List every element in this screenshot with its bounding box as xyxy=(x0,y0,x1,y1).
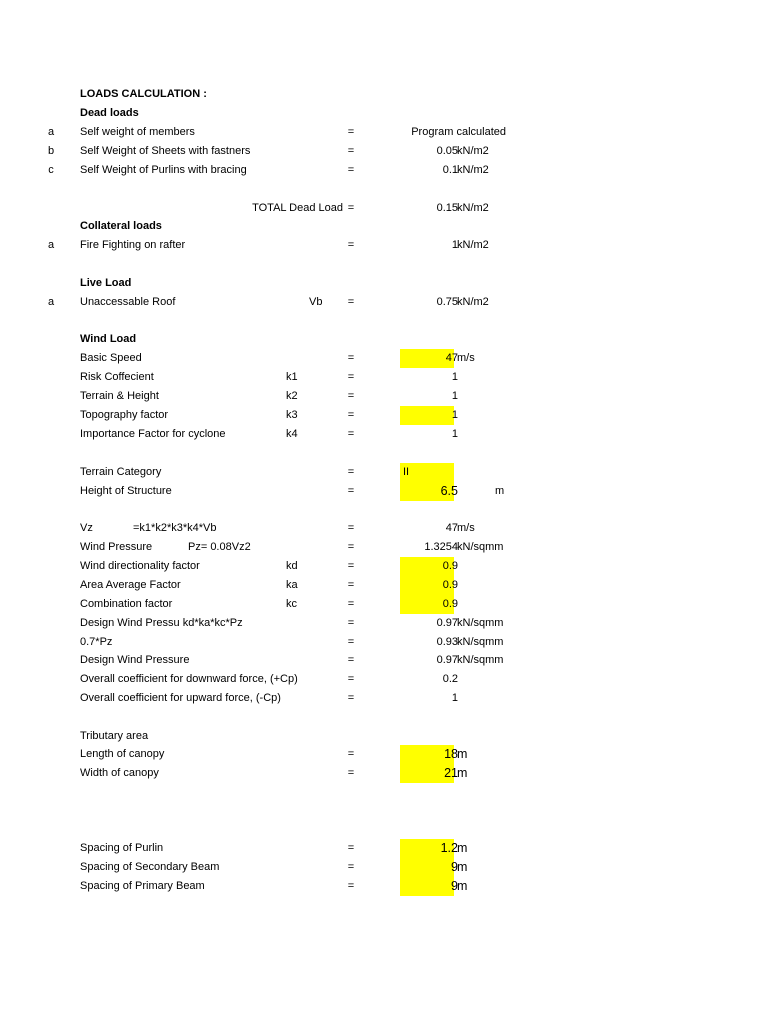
row-formula: =k1*k2*k3*k4*Vb xyxy=(133,522,217,534)
calc-row xyxy=(0,557,768,576)
equals-sign: = xyxy=(347,541,355,553)
tributary-row xyxy=(0,764,768,783)
equals-sign: = xyxy=(347,692,355,704)
equals-sign: = xyxy=(347,409,355,421)
row-label: 0.7*Pz xyxy=(80,636,113,648)
equals-sign: = xyxy=(347,880,355,892)
row-unit: m xyxy=(457,860,468,874)
row-value: 47 xyxy=(445,522,458,534)
equals-sign: = xyxy=(347,145,355,157)
page-title: LOADS CALCULATION : xyxy=(80,88,207,100)
row-label: Spacing of Purlin xyxy=(80,842,164,854)
calc-row xyxy=(0,576,768,595)
row-unit: m xyxy=(457,879,468,893)
row-label: Self Weight of Sheets with fastners xyxy=(80,145,251,157)
row-value: 0.1 xyxy=(442,164,458,176)
row-label: Overall coefficient for downward force, (+Cp) xyxy=(80,673,298,685)
row-symbol: kd xyxy=(286,560,298,572)
equals-sign: = xyxy=(347,522,355,534)
live-load-heading: Live Load xyxy=(80,277,132,289)
row-unit: kN/sqmm xyxy=(457,636,504,648)
row-label: Combination factor xyxy=(80,598,173,610)
dead-load-row xyxy=(0,142,768,161)
dead-load-row xyxy=(0,123,768,142)
row-unit: m xyxy=(457,747,468,761)
row-unit: kN/m2 xyxy=(457,164,489,176)
calc-row xyxy=(0,651,768,670)
row-symbol: ka xyxy=(286,579,298,591)
row-symbol: k2 xyxy=(286,390,298,402)
row-unit: kN/m2 xyxy=(457,296,489,308)
row-value[interactable]: 0.9 xyxy=(442,579,458,591)
equals-sign: = xyxy=(347,428,355,440)
spacing-row xyxy=(0,839,768,858)
wind-load-row xyxy=(0,387,768,406)
row-label: Design Wind Pressu kd*ka*kc*Pz xyxy=(80,617,243,629)
row-label: Area Average Factor xyxy=(80,579,181,591)
row-label: Vz xyxy=(80,522,93,534)
row-value: 1.3254 xyxy=(424,541,458,553)
row-label: Spacing of Secondary Beam xyxy=(80,861,220,873)
row-label: Terrain & Height xyxy=(80,390,159,402)
row-value[interactable]: 9 xyxy=(451,860,458,874)
row-value[interactable]: 6.5 xyxy=(440,484,458,498)
row-value: 1 xyxy=(451,692,458,704)
row-label: Spacing of Primary Beam xyxy=(80,880,205,892)
row-index: a xyxy=(47,126,55,138)
equals-sign: = xyxy=(347,673,355,685)
equals-sign: = xyxy=(347,842,355,854)
row-symbol: k3 xyxy=(286,409,298,421)
row-value: 1 xyxy=(451,371,458,383)
row-value: 0.97 xyxy=(436,654,458,666)
dead-loads-heading-row xyxy=(0,104,768,123)
row-unit: kN/sqmm xyxy=(457,541,504,553)
total-label: TOTAL Dead Load xyxy=(252,202,343,214)
row-value[interactable]: 0.9 xyxy=(442,598,458,610)
row-unit: kN/sqmm xyxy=(457,617,504,629)
row-label: Basic Speed xyxy=(80,352,142,364)
equals-sign: = xyxy=(347,579,355,591)
wind-load-row xyxy=(0,425,768,444)
equals-sign: = xyxy=(347,239,355,251)
row-unit: m xyxy=(457,766,468,780)
row-label: Wind directionality factor xyxy=(80,560,200,572)
tributary-heading: Tributary area xyxy=(80,730,149,742)
row-label: Overall coefficient for upward force, (-Cp) xyxy=(80,692,281,704)
terrain-row xyxy=(0,482,768,501)
row-value: 1 xyxy=(451,390,458,402)
live-load-heading-row xyxy=(0,274,768,293)
row-label: Length of canopy xyxy=(80,748,165,760)
row-value: 0.97 xyxy=(436,617,458,629)
collateral-loads-heading: Collateral loads xyxy=(80,220,162,232)
collateral-load-row xyxy=(0,236,768,255)
row-label: Self weight of members xyxy=(80,126,195,138)
row-unit: m xyxy=(495,485,505,497)
row-value: 1 xyxy=(451,428,458,440)
row-value[interactable]: 21 xyxy=(444,766,458,780)
row-index: b xyxy=(47,145,55,157)
row-value[interactable]: 1 xyxy=(451,409,458,421)
calc-row xyxy=(0,670,768,689)
row-unit: m xyxy=(457,841,468,855)
row-index: a xyxy=(47,239,55,251)
calc-row xyxy=(0,595,768,614)
spacing-row xyxy=(0,858,768,877)
row-unit: m/s xyxy=(457,352,475,364)
equals-sign: = xyxy=(347,390,355,402)
equals-sign: = xyxy=(347,748,355,760)
tributary-heading-row xyxy=(0,727,768,746)
total-dead-load-row xyxy=(0,199,768,218)
row-label: Design Wind Pressure xyxy=(80,654,190,666)
equals-sign: = xyxy=(347,598,355,610)
row-symbol: Vb xyxy=(309,296,323,308)
wind-load-row xyxy=(0,368,768,387)
equals-sign: = xyxy=(347,352,355,364)
title-row xyxy=(0,85,768,104)
equals-sign: = xyxy=(347,654,355,666)
row-value: 0.93 xyxy=(436,636,458,648)
row-label: Importance Factor for cyclone xyxy=(80,428,226,440)
row-value: 0.75 xyxy=(436,296,458,308)
terrain-row xyxy=(0,463,768,482)
total-value: 0.15 xyxy=(436,202,458,214)
row-value: Program calculated xyxy=(411,126,506,138)
equals-sign: = xyxy=(347,636,355,648)
row-symbol: k1 xyxy=(286,371,298,383)
wind-load-heading: Wind Load xyxy=(80,333,137,345)
equals-sign: = xyxy=(347,560,355,572)
equals-sign: = xyxy=(347,371,355,383)
row-label: Topography factor xyxy=(80,409,169,421)
row-value: 1 xyxy=(451,239,458,251)
row-value[interactable]: 0.9 xyxy=(442,560,458,572)
live-load-row xyxy=(0,293,768,312)
row-unit: kN/m2 xyxy=(457,145,489,157)
row-value[interactable]: 9 xyxy=(451,879,458,893)
equals-sign: = xyxy=(347,126,355,138)
equals-sign: = xyxy=(347,767,355,779)
calc-row xyxy=(0,689,768,708)
wind-load-row xyxy=(0,349,768,368)
equals-sign: = xyxy=(347,202,355,214)
row-symbol: k4 xyxy=(286,428,298,440)
calc-row xyxy=(0,633,768,652)
row-label: Risk Coffecient xyxy=(80,371,154,383)
collateral-heading-row xyxy=(0,217,768,236)
row-index: a xyxy=(47,296,55,308)
row-value[interactable]: 47 xyxy=(445,352,458,364)
total-unit: kN/m2 xyxy=(457,202,489,214)
equals-sign: = xyxy=(347,861,355,873)
row-label: Unaccessable Roof xyxy=(80,296,176,308)
equals-sign: = xyxy=(347,485,355,497)
row-label: Self Weight of Purlins with bracing xyxy=(80,164,247,176)
row-index: c xyxy=(48,164,54,176)
row-value[interactable]: II xyxy=(403,466,410,478)
row-formula: Pz= 0.08Vz2 xyxy=(188,541,251,553)
row-value: 0.2 xyxy=(442,673,458,685)
row-value[interactable]: 1.2 xyxy=(440,841,458,855)
equals-sign: = xyxy=(347,164,355,176)
wind-load-heading-row xyxy=(0,330,768,349)
spacing-row xyxy=(0,877,768,896)
row-value: 0.05 xyxy=(436,145,458,157)
equals-sign: = xyxy=(347,296,355,308)
calc-row xyxy=(0,519,768,538)
row-label: Wind Pressure xyxy=(80,541,153,553)
row-label: Fire Fighting on rafter xyxy=(80,239,186,251)
row-value[interactable]: 18 xyxy=(444,747,458,761)
row-label: Width of canopy xyxy=(80,767,159,779)
row-label: Height of Structure xyxy=(80,485,172,497)
row-label: Terrain Category xyxy=(80,466,162,478)
calc-row xyxy=(0,614,768,633)
row-symbol: kc xyxy=(286,598,297,610)
row-unit: kN/m2 xyxy=(457,239,489,251)
dead-loads-heading: Dead loads xyxy=(80,107,139,119)
row-unit: m/s xyxy=(457,522,475,534)
wind-load-row xyxy=(0,406,768,425)
equals-sign: = xyxy=(347,466,355,478)
dead-load-row xyxy=(0,161,768,180)
calc-row xyxy=(0,538,768,557)
row-unit: kN/sqmm xyxy=(457,654,504,666)
tributary-row xyxy=(0,745,768,764)
equals-sign: = xyxy=(347,617,355,629)
